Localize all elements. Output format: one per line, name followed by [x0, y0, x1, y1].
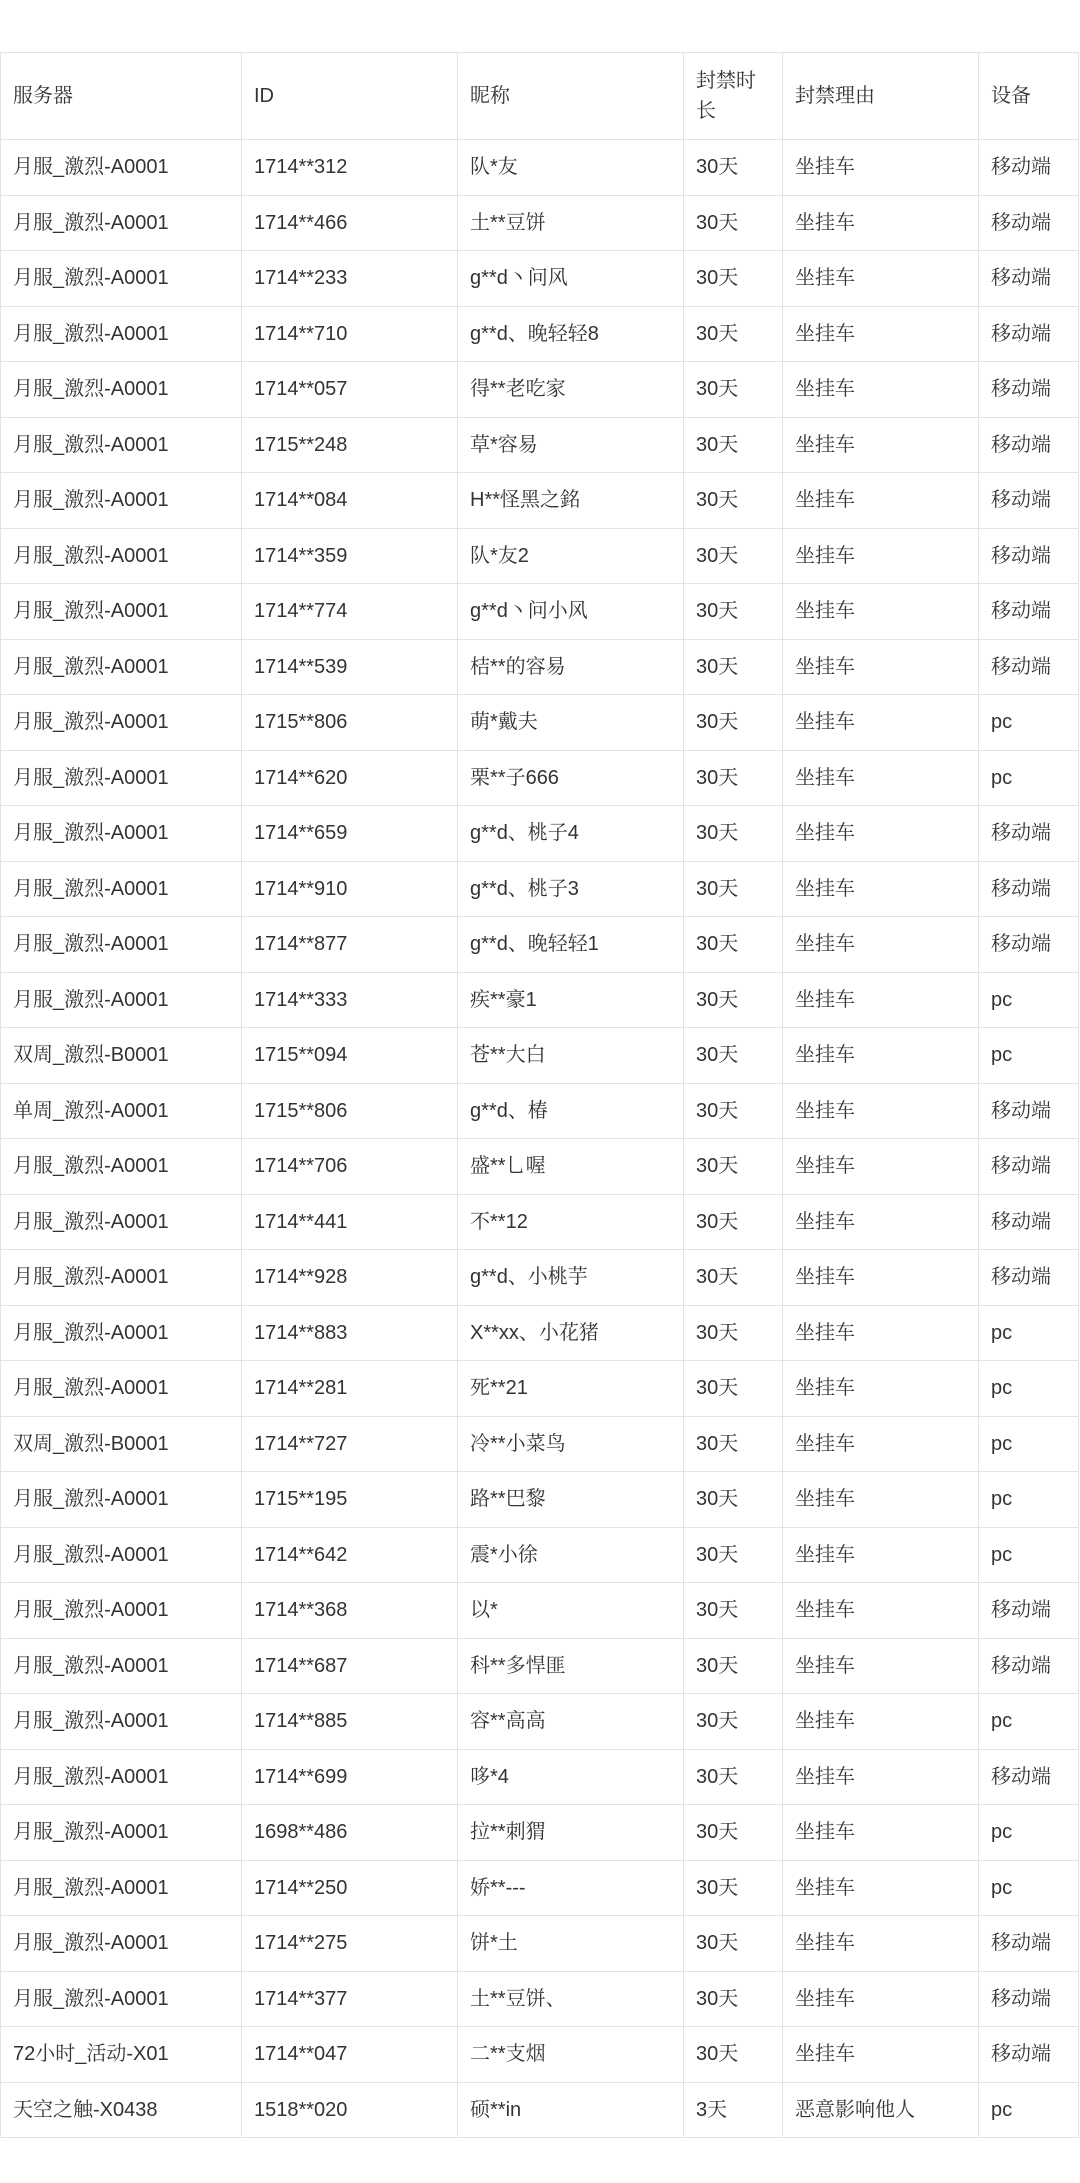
cell-device: 移动端	[979, 528, 1079, 584]
table-row	[1, 306, 1079, 362]
cell-device: 移动端	[979, 584, 1079, 640]
cell-nickname: 硕**in	[458, 2082, 684, 2138]
cell-id: 1714**687	[242, 1638, 458, 1694]
cell-ban-duration: 30天	[684, 1472, 783, 1528]
cell-ban-duration: 30天	[684, 972, 783, 1028]
cell-nickname: 冷**小菜鸟	[458, 1416, 684, 1472]
cell-id: 1714**642	[242, 1527, 458, 1583]
table-row	[1, 695, 1079, 751]
cell-device: 移动端	[979, 1971, 1079, 2027]
cell-ban-reason: 坐挂车	[783, 1583, 979, 1639]
cell-server: 月服_激烈-A0001	[1, 806, 242, 862]
cell-device: pc	[979, 1472, 1079, 1528]
cell-ban-reason: 坐挂车	[783, 1694, 979, 1750]
cell-id: 1714**233	[242, 251, 458, 307]
table-row	[1, 1250, 1079, 1306]
cell-server: 月服_激烈-A0001	[1, 1805, 242, 1861]
table-row	[1, 917, 1079, 973]
cell-device: pc	[979, 1416, 1079, 1472]
cell-device: 移动端	[979, 362, 1079, 418]
table-row	[1, 1416, 1079, 1472]
table-row	[1, 1083, 1079, 1139]
cell-ban-duration: 30天	[684, 1860, 783, 1916]
cell-nickname: 疾**豪1	[458, 972, 684, 1028]
cell-nickname: g**d丶问小风	[458, 584, 684, 640]
table-row	[1, 1749, 1079, 1805]
cell-id: 1714**466	[242, 195, 458, 251]
cell-nickname: 草*容易	[458, 417, 684, 473]
table-row	[1, 2027, 1079, 2083]
cell-nickname: 以*	[458, 1583, 684, 1639]
cell-ban-duration: 30天	[684, 1916, 783, 1972]
cell-ban-duration: 30天	[684, 1083, 783, 1139]
cell-server: 月服_激烈-A0001	[1, 1472, 242, 1528]
cell-id: 1714**706	[242, 1139, 458, 1195]
cell-id: 1714**441	[242, 1194, 458, 1250]
cell-id: 1714**312	[242, 140, 458, 196]
cell-nickname: 土**豆饼	[458, 195, 684, 251]
column-header-nickname: 昵称	[458, 53, 684, 140]
column-header-ban-duration: 封禁时长	[684, 53, 783, 140]
table-row	[1, 584, 1079, 640]
cell-id: 1714**710	[242, 306, 458, 362]
cell-nickname: 栗**子666	[458, 750, 684, 806]
cell-ban-reason: 坐挂车	[783, 1805, 979, 1861]
cell-device: pc	[979, 1527, 1079, 1583]
table-row	[1, 972, 1079, 1028]
cell-server: 月服_激烈-A0001	[1, 1694, 242, 1750]
cell-device: 移动端	[979, 1916, 1079, 1972]
cell-device: 移动端	[979, 306, 1079, 362]
cell-ban-reason: 坐挂车	[783, 306, 979, 362]
table-row	[1, 1305, 1079, 1361]
cell-ban-reason: 坐挂车	[783, 251, 979, 307]
cell-server: 月服_激烈-A0001	[1, 584, 242, 640]
cell-device: 移动端	[979, 1194, 1079, 1250]
cell-device: 移动端	[979, 806, 1079, 862]
cell-device: 移动端	[979, 251, 1079, 307]
cell-device: 移动端	[979, 2027, 1079, 2083]
ban-list-table	[0, 52, 1079, 2138]
cell-ban-duration: 30天	[684, 473, 783, 529]
cell-server: 月服_激烈-A0001	[1, 695, 242, 751]
table-row	[1, 1139, 1079, 1195]
table-row	[1, 528, 1079, 584]
cell-server: 月服_激烈-A0001	[1, 362, 242, 418]
cell-id: 1715**806	[242, 695, 458, 751]
cell-server: 月服_激烈-A0001	[1, 917, 242, 973]
cell-id: 1715**195	[242, 1472, 458, 1528]
cell-id: 1714**774	[242, 584, 458, 640]
table-row	[1, 1527, 1079, 1583]
cell-id: 1714**699	[242, 1749, 458, 1805]
cell-device: 移动端	[979, 917, 1079, 973]
cell-server: 月服_激烈-A0001	[1, 1139, 242, 1195]
cell-device: 移动端	[979, 1583, 1079, 1639]
cell-id: 1714**047	[242, 2027, 458, 2083]
cell-ban-duration: 30天	[684, 1250, 783, 1306]
cell-id: 1714**377	[242, 1971, 458, 2027]
cell-ban-duration: 30天	[684, 750, 783, 806]
cell-device: pc	[979, 1805, 1079, 1861]
cell-ban-duration: 30天	[684, 1416, 783, 1472]
cell-ban-duration: 30天	[684, 417, 783, 473]
cell-ban-duration: 30天	[684, 1527, 783, 1583]
cell-ban-reason: 坐挂车	[783, 806, 979, 862]
cell-server: 月服_激烈-A0001	[1, 528, 242, 584]
cell-id: 1715**094	[242, 1028, 458, 1084]
cell-id: 1715**806	[242, 1083, 458, 1139]
cell-server: 月服_激烈-A0001	[1, 1860, 242, 1916]
cell-device: pc	[979, 1028, 1079, 1084]
cell-server: 月服_激烈-A0001	[1, 195, 242, 251]
table-row	[1, 417, 1079, 473]
cell-ban-reason: 坐挂车	[783, 1527, 979, 1583]
table-row	[1, 1971, 1079, 2027]
cell-ban-duration: 30天	[684, 140, 783, 196]
cell-nickname: 萌*戴夫	[458, 695, 684, 751]
cell-ban-reason: 坐挂车	[783, 473, 979, 529]
cell-nickname: 容**高高	[458, 1694, 684, 1750]
cell-device: pc	[979, 750, 1079, 806]
column-header-device: 设备	[979, 53, 1079, 140]
cell-server: 月服_激烈-A0001	[1, 1305, 242, 1361]
cell-server: 月服_激烈-A0001	[1, 861, 242, 917]
cell-ban-reason: 坐挂车	[783, 1916, 979, 1972]
cell-server: 月服_激烈-A0001	[1, 1916, 242, 1972]
cell-ban-reason: 坐挂车	[783, 1083, 979, 1139]
cell-device: 移动端	[979, 140, 1079, 196]
cell-device: pc	[979, 1694, 1079, 1750]
cell-id: 1714**084	[242, 473, 458, 529]
table-row	[1, 750, 1079, 806]
cell-device: 移动端	[979, 1749, 1079, 1805]
cell-device: pc	[979, 972, 1079, 1028]
cell-ban-duration: 30天	[684, 2027, 783, 2083]
table-row	[1, 1916, 1079, 1972]
cell-nickname: 不**12	[458, 1194, 684, 1250]
column-header-id: ID	[242, 53, 458, 140]
cell-nickname: 死**21	[458, 1361, 684, 1417]
cell-ban-duration: 30天	[684, 1194, 783, 1250]
cell-ban-duration: 30天	[684, 1805, 783, 1861]
cell-device: 移动端	[979, 1139, 1079, 1195]
cell-ban-reason: 坐挂车	[783, 1305, 979, 1361]
cell-ban-reason: 坐挂车	[783, 1416, 979, 1472]
cell-id: 1714**883	[242, 1305, 458, 1361]
column-header-ban-reason: 封禁理由	[783, 53, 979, 140]
cell-ban-duration: 30天	[684, 1305, 783, 1361]
cell-server: 72小时_活动-X01	[1, 2027, 242, 2083]
table-row	[1, 195, 1079, 251]
cell-nickname: 拉**刺猬	[458, 1805, 684, 1861]
cell-ban-duration: 30天	[684, 639, 783, 695]
cell-nickname: g**d、桃子4	[458, 806, 684, 862]
cell-ban-reason: 坐挂车	[783, 1250, 979, 1306]
cell-id: 1714**877	[242, 917, 458, 973]
cell-server: 双周_激烈-B0001	[1, 1028, 242, 1084]
cell-device: pc	[979, 1361, 1079, 1417]
cell-ban-reason: 坐挂车	[783, 1028, 979, 1084]
cell-server: 月服_激烈-A0001	[1, 1194, 242, 1250]
cell-device: pc	[979, 1860, 1079, 1916]
cell-ban-duration: 30天	[684, 1361, 783, 1417]
cell-ban-reason: 坐挂车	[783, 917, 979, 973]
table-row	[1, 1361, 1079, 1417]
cell-server: 月服_激烈-A0001	[1, 972, 242, 1028]
cell-ban-duration: 30天	[684, 861, 783, 917]
table-row	[1, 639, 1079, 695]
cell-nickname: 土**豆饼、	[458, 1971, 684, 2027]
cell-id: 1714**359	[242, 528, 458, 584]
cell-server: 月服_激烈-A0001	[1, 1583, 242, 1639]
cell-device: 移动端	[979, 861, 1079, 917]
cell-server: 月服_激烈-A0001	[1, 1250, 242, 1306]
cell-id: 1714**928	[242, 1250, 458, 1306]
cell-server: 单周_激烈-A0001	[1, 1083, 242, 1139]
table-row	[1, 2082, 1079, 2138]
cell-ban-duration: 30天	[684, 251, 783, 307]
column-header-server: 服务器	[1, 53, 242, 140]
cell-ban-reason: 坐挂车	[783, 417, 979, 473]
cell-ban-duration: 30天	[684, 917, 783, 973]
table-row	[1, 1472, 1079, 1528]
cell-ban-reason: 坐挂车	[783, 1971, 979, 2027]
cell-ban-reason: 坐挂车	[783, 362, 979, 418]
table-row	[1, 140, 1079, 196]
cell-ban-duration: 30天	[684, 528, 783, 584]
cell-id: 1714**333	[242, 972, 458, 1028]
table-row	[1, 362, 1079, 418]
cell-ban-duration: 30天	[684, 195, 783, 251]
cell-ban-duration: 30天	[684, 1583, 783, 1639]
cell-device: pc	[979, 695, 1079, 751]
cell-nickname: g**d、小桃芋	[458, 1250, 684, 1306]
table-row	[1, 1694, 1079, 1750]
cell-nickname: 路**巴黎	[458, 1472, 684, 1528]
cell-server: 月服_激烈-A0001	[1, 140, 242, 196]
cell-nickname: 震*小徐	[458, 1527, 684, 1583]
cell-ban-reason: 坐挂车	[783, 1638, 979, 1694]
cell-device: 移动端	[979, 1083, 1079, 1139]
cell-server: 月服_激烈-A0001	[1, 1749, 242, 1805]
cell-nickname: g**d、晚轻轻8	[458, 306, 684, 362]
cell-ban-reason: 坐挂车	[783, 1194, 979, 1250]
cell-id: 1714**910	[242, 861, 458, 917]
header-row	[1, 53, 1079, 140]
cell-ban-duration: 30天	[684, 1638, 783, 1694]
cell-id: 1714**539	[242, 639, 458, 695]
cell-ban-reason: 坐挂车	[783, 1472, 979, 1528]
cell-ban-reason: 坐挂车	[783, 1749, 979, 1805]
cell-id: 1714**368	[242, 1583, 458, 1639]
cell-server: 天空之触-X0438	[1, 2082, 242, 2138]
cell-server: 月服_激烈-A0001	[1, 306, 242, 362]
cell-id: 1714**275	[242, 1916, 458, 1972]
cell-device: 移动端	[979, 1638, 1079, 1694]
cell-device: 移动端	[979, 473, 1079, 529]
cell-nickname: 苍**大白	[458, 1028, 684, 1084]
table-row	[1, 1860, 1079, 1916]
cell-id: 1518**020	[242, 2082, 458, 2138]
cell-id: 1714**281	[242, 1361, 458, 1417]
cell-nickname: 哆*4	[458, 1749, 684, 1805]
cell-server: 月服_激烈-A0001	[1, 750, 242, 806]
cell-id: 1714**057	[242, 362, 458, 418]
cell-server: 月服_激烈-A0001	[1, 1638, 242, 1694]
cell-ban-reason: 坐挂车	[783, 528, 979, 584]
cell-device: pc	[979, 2082, 1079, 2138]
cell-ban-reason: 坐挂车	[783, 1361, 979, 1417]
cell-nickname: 得**老吃家	[458, 362, 684, 418]
table-row	[1, 1583, 1079, 1639]
cell-nickname: 娇**---	[458, 1860, 684, 1916]
cell-nickname: 队*友	[458, 140, 684, 196]
cell-nickname: X**xx、小花猪	[458, 1305, 684, 1361]
cell-server: 月服_激烈-A0001	[1, 473, 242, 529]
cell-server: 月服_激烈-A0001	[1, 1971, 242, 2027]
cell-nickname: 队*友2	[458, 528, 684, 584]
table-row	[1, 1028, 1079, 1084]
cell-server: 月服_激烈-A0001	[1, 251, 242, 307]
cell-nickname: g**d、晚轻轻1	[458, 917, 684, 973]
cell-nickname: 二**支烟	[458, 2027, 684, 2083]
cell-nickname: 盛**乚喔	[458, 1139, 684, 1195]
cell-ban-duration: 30天	[684, 1028, 783, 1084]
cell-nickname: g**d、椿	[458, 1083, 684, 1139]
cell-ban-duration: 30天	[684, 695, 783, 751]
cell-device: 移动端	[979, 1250, 1079, 1306]
cell-ban-duration: 30天	[684, 806, 783, 862]
cell-id: 1714**727	[242, 1416, 458, 1472]
cell-ban-reason: 坐挂车	[783, 695, 979, 751]
cell-ban-duration: 30天	[684, 584, 783, 640]
cell-ban-reason: 坐挂车	[783, 2027, 979, 2083]
cell-ban-reason: 恶意影响他人	[783, 2082, 979, 2138]
cell-ban-reason: 坐挂车	[783, 584, 979, 640]
cell-id: 1714**250	[242, 1860, 458, 1916]
cell-server: 月服_激烈-A0001	[1, 417, 242, 473]
cell-ban-reason: 坐挂车	[783, 750, 979, 806]
cell-nickname: H**怪黑之銘	[458, 473, 684, 529]
cell-server: 月服_激烈-A0001	[1, 1527, 242, 1583]
table-body	[1, 140, 1079, 2138]
table-row	[1, 861, 1079, 917]
cell-ban-duration: 30天	[684, 1139, 783, 1195]
cell-ban-reason: 坐挂车	[783, 140, 979, 196]
cell-ban-reason: 坐挂车	[783, 1860, 979, 1916]
table-row	[1, 1805, 1079, 1861]
cell-server: 月服_激烈-A0001	[1, 639, 242, 695]
cell-server: 双周_激烈-B0001	[1, 1416, 242, 1472]
cell-ban-reason: 坐挂车	[783, 972, 979, 1028]
cell-ban-duration: 30天	[684, 1749, 783, 1805]
cell-id: 1714**885	[242, 1694, 458, 1750]
table-row	[1, 1638, 1079, 1694]
cell-nickname: 桔**的容易	[458, 639, 684, 695]
cell-ban-duration: 30天	[684, 1694, 783, 1750]
table-row	[1, 473, 1079, 529]
cell-id: 1714**659	[242, 806, 458, 862]
table-row	[1, 1194, 1079, 1250]
cell-nickname: g**d丶问风	[458, 251, 684, 307]
cell-ban-duration: 30天	[684, 306, 783, 362]
table-row	[1, 251, 1079, 307]
cell-nickname: 饼*土	[458, 1916, 684, 1972]
cell-device: 移动端	[979, 195, 1079, 251]
cell-ban-reason: 坐挂车	[783, 1139, 979, 1195]
cell-device: 移动端	[979, 417, 1079, 473]
cell-id: 1715**248	[242, 417, 458, 473]
table-row	[1, 806, 1079, 862]
cell-ban-duration: 3天	[684, 2082, 783, 2138]
cell-nickname: g**d、桃子3	[458, 861, 684, 917]
cell-device: pc	[979, 1305, 1079, 1361]
cell-id: 1698**486	[242, 1805, 458, 1861]
cell-ban-reason: 坐挂车	[783, 639, 979, 695]
cell-id: 1714**620	[242, 750, 458, 806]
cell-server: 月服_激烈-A0001	[1, 1361, 242, 1417]
cell-device: 移动端	[979, 639, 1079, 695]
cell-ban-duration: 30天	[684, 1971, 783, 2027]
table-header	[1, 53, 1079, 140]
cell-ban-reason: 坐挂车	[783, 195, 979, 251]
cell-ban-duration: 30天	[684, 362, 783, 418]
cell-nickname: 科**多悍匪	[458, 1638, 684, 1694]
cell-ban-reason: 坐挂车	[783, 861, 979, 917]
